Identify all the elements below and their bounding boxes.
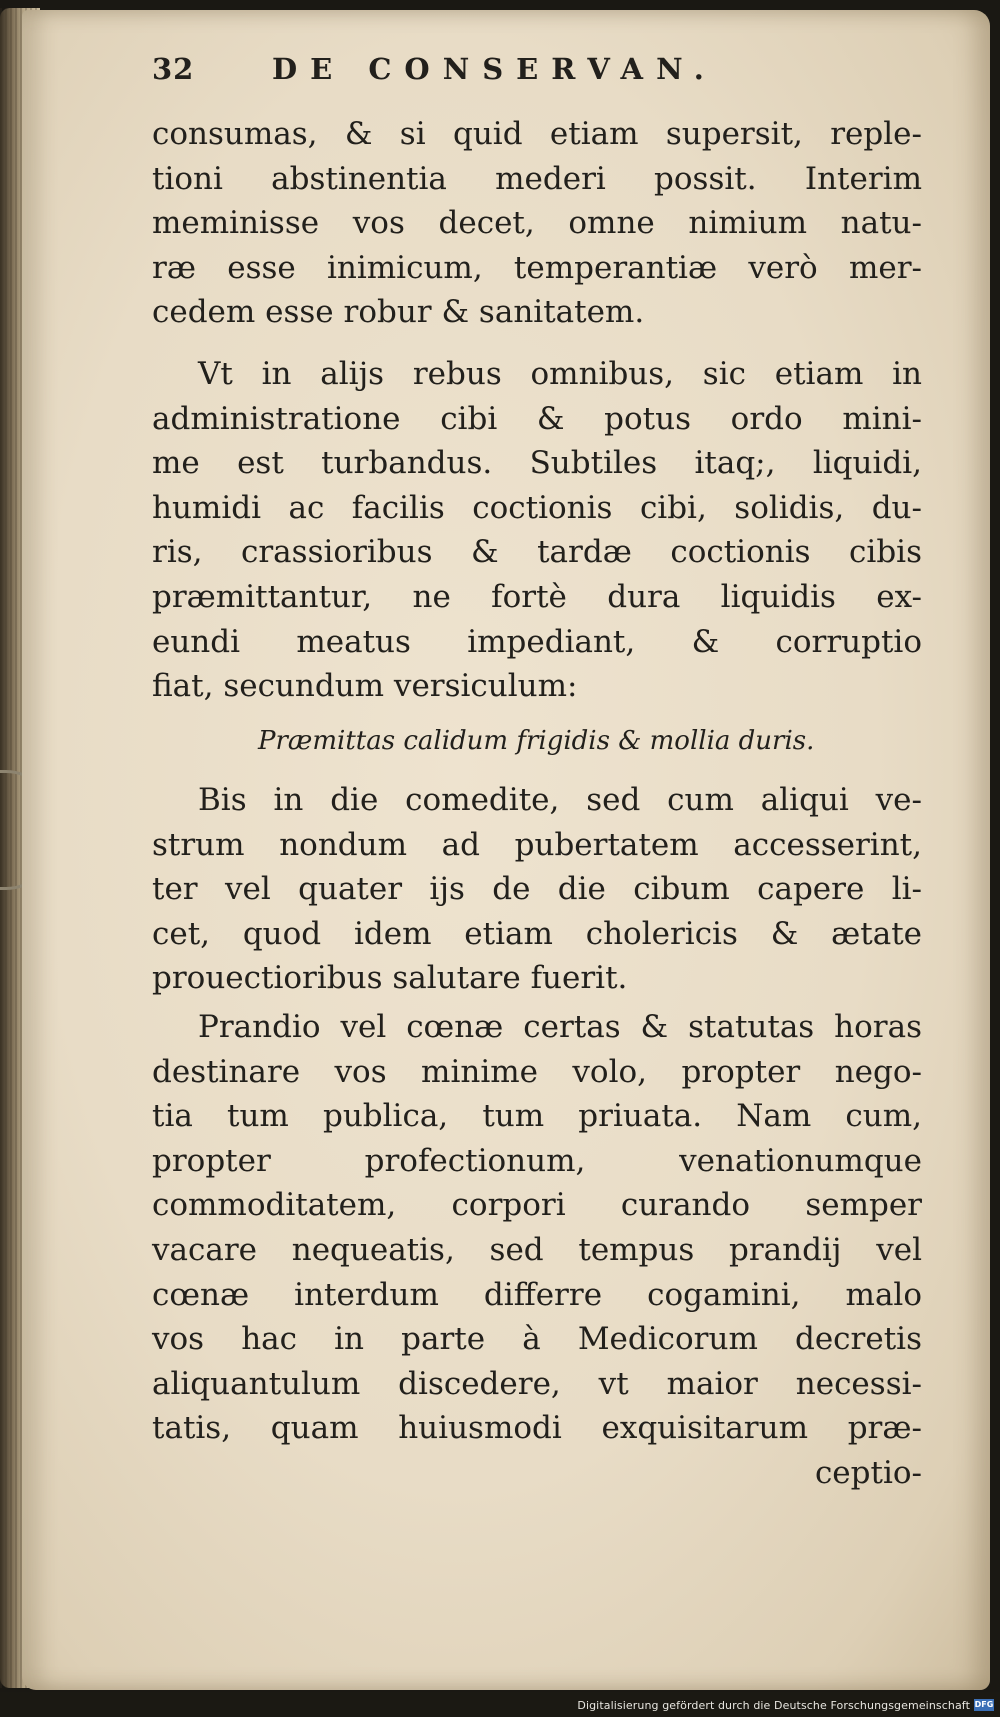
text-line: cedem esse robur & sanitatem. xyxy=(152,294,645,331)
catchword: ceptio- xyxy=(814,1454,922,1491)
text-line: aliquantulum discedere, vt maior necessi- xyxy=(152,1365,922,1402)
text-line: tioni abstinentia mederi possit. Interim xyxy=(152,160,922,197)
text-line: ter vel quater ijs de die cibum capere li- xyxy=(152,871,922,908)
paragraph-3 xyxy=(152,778,922,1001)
paragraph-2 xyxy=(152,352,922,709)
running-title: DE CONSERVAN. xyxy=(272,52,717,86)
paragraph-1 xyxy=(152,112,922,335)
text-line: strum nondum ad pubertatem accesserint, xyxy=(152,826,922,863)
text-line: fiat, secundum versiculum: xyxy=(152,668,578,705)
paragraph-4 xyxy=(152,1005,922,1496)
text-line: meminisse vos decet, omne nimium natu- xyxy=(152,205,922,242)
text-line: administratione cibi & potus ordo mini- xyxy=(152,400,922,437)
funding-credit: Digitalisierung gefördert durch die Deutsche Forschungsgemeinschaft xyxy=(577,1699,970,1712)
text-line: Vt in alijs rebus omnibus, sic etiam in xyxy=(198,356,922,392)
text-line: Bis in die comedite, sed cum aliqui ve- xyxy=(198,782,922,818)
text-line: destinare vos minime volo, propter nego- xyxy=(152,1053,922,1090)
text-line: eundi meatus impediant, & corruptio xyxy=(152,623,922,660)
verse-line: Præmittas calidum frigidis & mollia duris. xyxy=(258,726,815,756)
text-line: præmittantur, ne fortè dura liquidis ex- xyxy=(152,578,922,615)
text-line: cet, quod idem etiam cholericis & ætate xyxy=(152,915,922,952)
text-line: vos hac in parte à Medicorum decretis xyxy=(152,1321,922,1358)
text-line: prouectioribus salutare fuerit. xyxy=(152,960,628,997)
text-line: humidi ac facilis coctionis cibi, solidis, du- xyxy=(152,489,922,526)
text-line: vacare nequeatis, sed tempus prandij vel xyxy=(152,1231,922,1268)
text-line: me est turbandus. Subtiles itaq;, liquidi, xyxy=(152,445,922,482)
text-line: cœnæ interdum differre cogamini, malo xyxy=(152,1276,922,1313)
text-line: tatis, quam huiusmodi exquisitarum præ- xyxy=(152,1410,922,1447)
text-line: propter profectionum, venationumque xyxy=(152,1142,922,1179)
dfg-logo: DFG xyxy=(974,1700,994,1709)
text-line: commoditatem, corpori curando semper xyxy=(152,1187,922,1224)
text-line: ris, crassioribus & tardæ coctionis cibis xyxy=(152,534,922,571)
text-line: Prandio vel cœnæ certas & statutas horas xyxy=(198,1009,922,1045)
text-line: consumas, & si quid etiam supersit, reple- xyxy=(152,116,922,152)
text-line: ræ esse inimicum, temperantiæ verò mer- xyxy=(152,249,922,286)
page-number: 32 xyxy=(152,52,195,86)
page-header xyxy=(152,52,792,86)
text-line: tia tum publica, tum priuata. Nam cum, xyxy=(152,1098,922,1135)
